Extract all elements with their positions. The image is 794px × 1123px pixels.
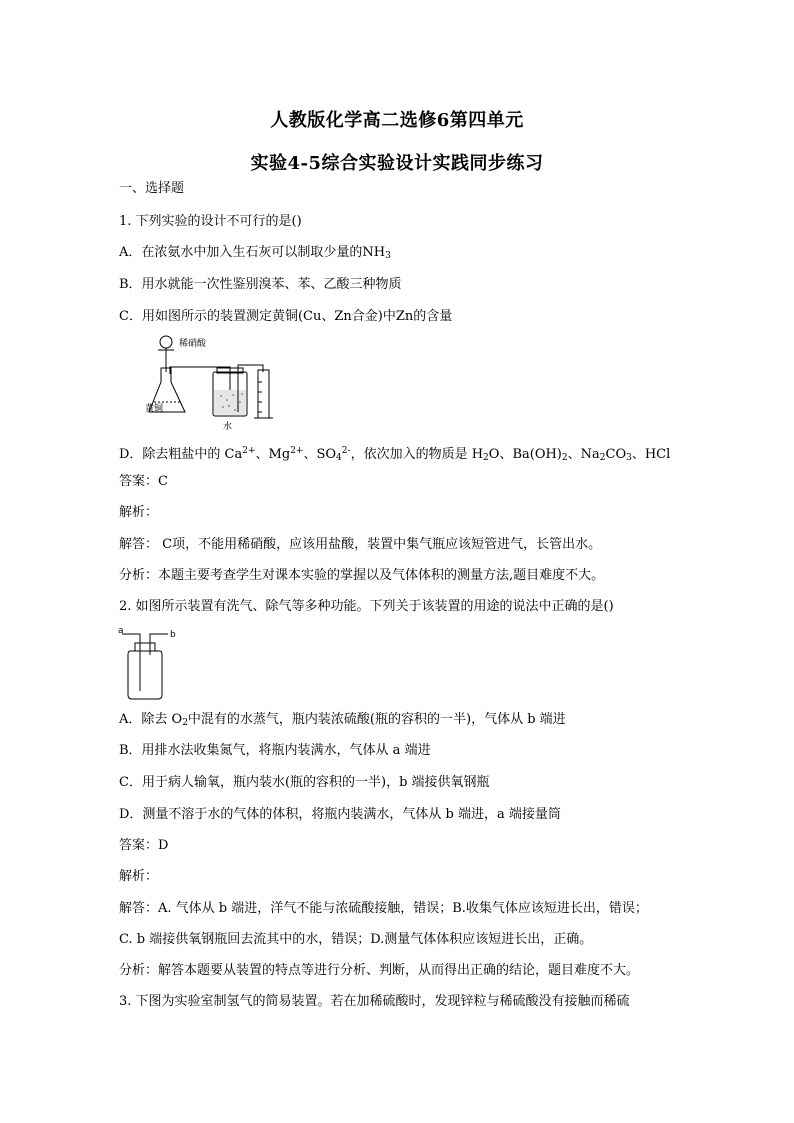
q2-a-o2-sub: 2 [182, 718, 188, 728]
q1-d-text-1: D．除去粗盐中的 Ca [119, 447, 243, 462]
label-b: b [170, 630, 176, 640]
q2-comment: 分析：解答本题要从装置的特点等进行分析、判断，从而得出正确的结论，题目难度不大。 [119, 963, 640, 978]
short-tube-b [150, 634, 168, 655]
measuring-cylinder [258, 370, 269, 418]
q2-option-d: D．测量不溶于水的气体的体积，将瓶内装满水，气体从 b 端进，a 端接量筒 [119, 807, 561, 822]
q1-d-text-8: 、HCl [631, 447, 671, 462]
q1-option-b: B．用水就能一次性鉴别溴苯、苯、乙酸三种物质 [119, 277, 402, 292]
section-heading: 一、选择题 [119, 181, 185, 196]
q1-option-a-text: A．在浓氨水中加入生石灰可以制取少量的 [119, 245, 363, 260]
label-brass: 黄铜 [145, 404, 164, 414]
q1-stem: 1. 下列实验的设计不可行的是() [119, 214, 302, 229]
q1-d-na-sub: 2 [599, 453, 606, 463]
q2-stem: 2. 如图所示装置有洗气、除气等多种功能。下列关于该装置的用途的说法中正确的是() [119, 599, 614, 614]
q2-option-a [119, 711, 566, 732]
q1-d-ba-sub: 2 [561, 453, 568, 463]
q1-d-text-2: 、Mg [255, 447, 291, 462]
q1-apparatus-figure [145, 332, 290, 432]
q1-solution: 解答： C项，不能用稀硝酸，应该用盐酸，装置中集气瓶应该短管进气，长管出水。 [119, 537, 602, 552]
q1-option-a [119, 244, 391, 265]
q2-wash-bottle-figure [118, 625, 178, 703]
q1-d-so-charge: 2- [341, 446, 351, 456]
q1-d-h-sub: 2 [483, 453, 489, 463]
q1-option-a-subscript: 3 [385, 251, 391, 261]
q1-d-text-7: CO [605, 447, 627, 462]
q2-option-b: B．用排水法收集氮气，将瓶内装满水，气体从 a 端进 [119, 743, 431, 758]
funnel-bulb [160, 336, 172, 348]
bottle-stopper [135, 643, 155, 651]
q1-d-text-6: 、Na [567, 447, 600, 462]
q2-option-c: C．用于病人输氧，瓶内装水(瓶的容积的一半)，b 端接供氧钢瓶 [119, 775, 490, 790]
q1-comment: 分析：本题主要考查学生对课本实验的掌握以及气体体积的测量方法,题目难度不大。 [119, 568, 605, 583]
q2-a-text-1: A．除去 O [119, 712, 183, 727]
q1-analysis-label: 解析： [119, 505, 159, 520]
q2-a-text-2: 中混有的水蒸气，瓶内装浓硫酸(瓶的容积的一半)，气体从 b 端进 [187, 712, 566, 727]
q1-d-text-5: O、Ba(OH) [488, 447, 562, 462]
q1-d-so-sub: 4 [336, 453, 342, 463]
q1-d-text-3: 、SO [303, 447, 337, 462]
q1-option-c: C．用如图所示的装置测定黄铜(Cu、Zn合金)中Zn的含量 [119, 309, 453, 324]
q1-d-co-sub: 3 [626, 453, 632, 463]
delivery-tube-1 [170, 367, 230, 394]
q1-option-a-formula: NH [362, 245, 386, 260]
q3-stem: 3. 下图为实验室制氢气的简易装置。若在加稀硫酸时，发现锌粒与稀硫酸没有接触而稀硫 [119, 994, 630, 1009]
bottle-body [128, 651, 162, 699]
doc-title-line2: 实验4-5综合实验设计实践同步练习 [250, 153, 544, 174]
bottle-water [214, 390, 246, 415]
q1-d-text-4: ，依次加入的物质是 H [350, 447, 484, 462]
doc-title-line1: 人教版化学高二选修6第四单元 [270, 110, 524, 131]
q1-option-d [119, 442, 670, 467]
label-water: 水 [223, 422, 233, 432]
q2-solution-line1: 解答：A. 气体从 b 端进，洋气不能与浓硫酸接触，错误；B.收集气体应该短进长出，错误； [119, 901, 648, 916]
label-a: a [118, 626, 124, 636]
q1-d-ca-charge: 2+ [242, 446, 256, 456]
label-dilute-nitric-acid: 稀硝酸 [179, 339, 207, 349]
q2-solution-line2: C. b 端接供氧钢瓶回去流其中的水，错误；D.测量气体体积应该短进长出，正确。 [119, 932, 593, 947]
q2-analysis-label: 解析： [119, 869, 159, 884]
q1-answer: 答案：C [119, 474, 168, 489]
q2-answer: 答案：D [119, 838, 169, 853]
q1-d-mg-charge: 2+ [290, 446, 304, 456]
